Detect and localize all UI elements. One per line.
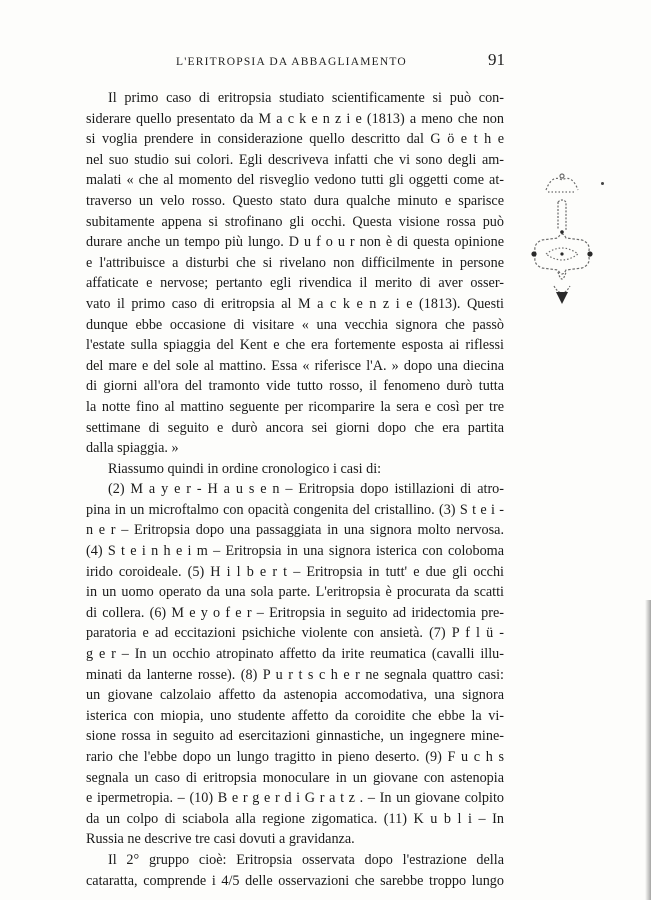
text-line: paratoria e ad eccitazioni psichiche violente con ansietà. (7) P f l ü - — [86, 625, 504, 642]
text-line: un giovane calzolaio affetto da astenopia accomodativa, una signora — [86, 687, 504, 704]
text-line: l'estate sulla spiaggia del Kent e che era fortemente esposta ai riflessi — [86, 337, 504, 354]
text-line: e ipermetropia. – (10) B e r g e r d i G r a t z . – In un giovane colpito — [86, 790, 504, 807]
text-line: in un uomo operato da una sola parte. L'eritropsia è procurata da scatti — [86, 584, 504, 601]
page-number: 91 — [488, 50, 505, 69]
text-line: dalla spiaggia. » — [86, 440, 179, 457]
body-text — [86, 88, 504, 891]
text-line: malati « che al momento del risveglio vedono tutti gli oggetti come at- — [86, 172, 504, 189]
text-line: da un colpo di sciabola alla regione zigomatica. (11) K u b l i – In — [86, 810, 504, 827]
text-line: Il 2° gruppo cioè: Eritropsia osservata dopo l'estrazione della — [108, 851, 504, 868]
text-line: pina in un microftalmo con opacità congenita del cristallino. (3) S t e i - — [86, 501, 504, 518]
text-line: (2) M a y e r - H a u s e n – Eritropsia dopo istillazioni di atro- — [108, 481, 504, 498]
text-line: segnala un caso di eritropsia monoculare in un giovane con astenopia — [86, 769, 504, 786]
text-line: g e r – In un occhio atropinato affetto da irite reumatica (cavalli illu- — [86, 646, 504, 663]
text-line: nel suo studio sui colori. Egli descriveva infatti che vi sono degli am- — [86, 151, 504, 168]
text-line: vato il primo caso di eritropsia al M a c k e n z i e (1813). Questi — [86, 295, 504, 312]
text-line: la notte fino al mattino seguente per ricomparire la sera e così per tre — [86, 398, 504, 415]
text-line: e l'attribuisce a disturbi che si rivelano non difficilmente in persone — [86, 254, 504, 271]
text-line: siderare quello presentato da M a c k e n z i e (1813) a meno che non — [86, 110, 504, 127]
library-stamp-icon — [528, 168, 596, 316]
running-title: L'ERITROPSIA DA ABBAGLIAMENTO — [176, 56, 407, 68]
text-line: minati da lanterne rosse). (8) P u r t s c h e r ne segnala quattro casi: — [86, 666, 504, 683]
text-line: rario che l'ebbe dopo un lungo tragitto in pieno deserto. (9) F u c h s — [86, 749, 504, 765]
text-line: si voglia prendere in considerazione quello descritto dal G ö e t h e — [86, 131, 504, 148]
text-line: del mare e del sole al mattino. Essa « riferisce l'A. » dopo una diecina — [86, 357, 504, 374]
text-line: irido coroideale. (5) H i l b e r t – Eritropsia in tutt' e due gli occhi — [86, 563, 504, 580]
text-line: sione rossa in seguito ad esercitazioni ginnastiche, un ingegnere mine- — [86, 728, 504, 745]
page-edge-shadow — [645, 600, 651, 900]
text-line: affaticate e nervose; pertanto egli rivendica il merito di aver osser- — [86, 275, 504, 292]
text-line: cataratta, comprende i 4/5 delle osservazioni che sarebbe troppo lungo — [86, 872, 504, 889]
text-line: Il primo caso di eritropsia studiato scientificamente si può con- — [108, 90, 504, 106]
text-line: di collera. (6) M e y o f e r – Eritropsia in seguito ad iridectomia pre- — [86, 604, 504, 621]
text-line: n e r – Eritropsia dopo una passaggiata in una signora molto nervosa. — [86, 522, 504, 539]
text-line: durare anche un tempo più lungo. D u f o u r non è di questa opinione — [86, 234, 504, 251]
text-line: subitamente appena si strofinano gli occhi. Questa visione rossa può — [86, 213, 504, 230]
text-line: (4) S t e i n h e i m – Eritropsia in una signora isterica con coloboma — [86, 543, 504, 560]
text-line: Russia ne descrive tre casi dovuti a gravidanza. — [86, 831, 355, 848]
text-line: Riassumo quindi in ordine cronologico i casi di: — [108, 460, 382, 477]
scan-speck — [601, 182, 604, 185]
text-line: isterica con miopia, uno studente affetto da coroidite che ebbe la vi- — [86, 707, 504, 724]
text-line: dunque ebbe occasione di visitare « una vecchia signora che passò — [86, 316, 504, 333]
text-line: di giorni all'ora del tramonto vide tutto rosso, il fenomeno durò tutta — [86, 378, 504, 395]
text-line: traverso un velo rosso. Questo stato dura qualche minuto e sparisce — [86, 192, 504, 209]
text-line: settimane di seguito e durò ancora sei giorni dopo che era partita — [86, 419, 504, 436]
